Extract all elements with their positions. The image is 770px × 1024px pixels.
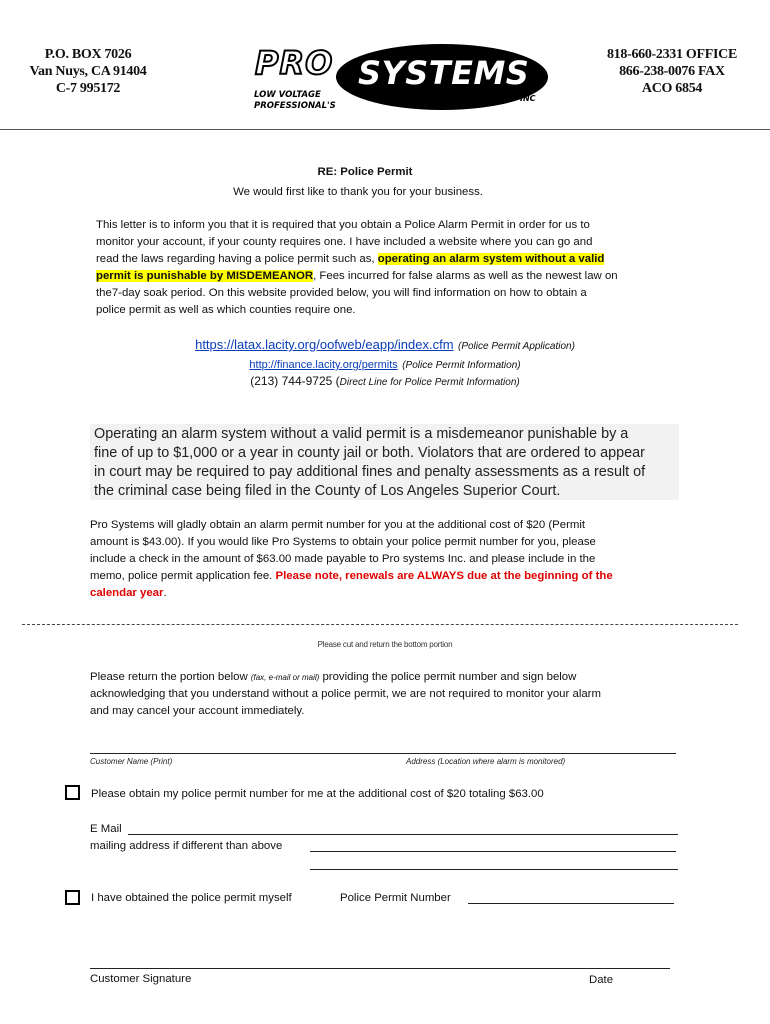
logo-tagline-1: LOW VOLTAGE bbox=[254, 90, 321, 100]
return-line-1-text-b: providing the police permit number and sign below bbox=[319, 671, 577, 683]
misdemeanor-notice bbox=[90, 424, 679, 500]
highlight-warning-2: permit is punishable by MISDEMEANOR bbox=[96, 270, 314, 282]
signature-label: Customer Signature bbox=[90, 973, 192, 985]
permit-info-note: (Police Permit Information) bbox=[402, 360, 521, 371]
mailing-address-field-2[interactable] bbox=[310, 869, 678, 870]
pro-systems-logo bbox=[250, 40, 550, 116]
aco-number: ACO 6854 bbox=[641, 81, 703, 96]
return-line-3: and may cancel your account immediately. bbox=[90, 705, 305, 717]
intro-line-3 bbox=[96, 251, 618, 268]
logo-tagline-2: PROFESSIONAL'S bbox=[254, 101, 336, 111]
email-field[interactable] bbox=[128, 834, 678, 835]
intro-line-4 bbox=[96, 268, 618, 285]
intro-line-2: monitor your account, if your county requires one. I have included a website where you can go and bbox=[96, 236, 593, 248]
logo-systems-text: SYSTEMS bbox=[358, 54, 530, 92]
paragraph-service-offer bbox=[90, 517, 613, 602]
mailing-address-label: mailing address if different than above bbox=[90, 840, 283, 852]
permit-application-note: (Police Permit Application) bbox=[458, 341, 575, 352]
intro-line-3-text: read the laws regarding having a police permit such as, bbox=[96, 253, 378, 265]
intro-line-1: This letter is to inform you that it is required that you obtain a Police Alarm Permit in order for us to bbox=[96, 219, 590, 231]
permit-number-field[interactable] bbox=[468, 903, 674, 904]
intro-line-6: police permit as well as which counties require one. bbox=[96, 304, 356, 316]
return-line-1 bbox=[90, 669, 601, 686]
option-obtain-permit-checkbox[interactable] bbox=[65, 785, 80, 800]
re-line: RE: Police Permit bbox=[317, 166, 413, 178]
logo-inc: INC bbox=[520, 94, 536, 103]
permit-info-link-row bbox=[0, 355, 770, 373]
logo-tagline bbox=[254, 90, 336, 112]
offer-line-1: Pro Systems will gladly obtain an alarm permit number for you at the additional cost of $20 (Permit bbox=[90, 519, 586, 531]
email-label: E Mail bbox=[90, 823, 122, 835]
thanks-line: We would first like to thank you for your business. bbox=[233, 186, 483, 198]
company-address-block bbox=[18, 46, 158, 97]
permit-application-link-row bbox=[0, 336, 770, 354]
permit-application-link[interactable]: https://latax.lacity.org/oofweb/eapp/index.cfm bbox=[195, 337, 454, 352]
permit-number-label: Police Permit Number bbox=[340, 892, 451, 904]
city-state-zip: Van Nuys, CA 91404 bbox=[29, 64, 147, 79]
cut-instruction: Please cut and return the bottom portion bbox=[317, 640, 453, 649]
offer-line-5 bbox=[90, 585, 613, 602]
phone-row bbox=[0, 372, 770, 390]
date-label: Date bbox=[589, 974, 614, 986]
header-divider bbox=[0, 129, 770, 130]
address-label: Address (Location where alarm is monitored) bbox=[406, 757, 566, 766]
office-phone: 818-660-2331 OFFICE bbox=[606, 47, 737, 62]
return-line-2: acknowledging that you understand without a police permit, we are not required to monitor your alarm bbox=[90, 688, 601, 700]
notice-line-1: Operating an alarm system without a valid permit is a misdemeanor punishable by a bbox=[94, 426, 629, 442]
highlight-warning-1: operating an alarm system without a valid bbox=[377, 253, 605, 265]
option-have-permit-label: I have obtained the police permit myself bbox=[91, 892, 292, 904]
return-line-1-text-a: Please return the portion below bbox=[90, 671, 251, 683]
offer-line-2: amount is $43.00). If you would like Pro Systems to obtain your police permit number for you, please bbox=[90, 536, 596, 548]
mailing-address-field[interactable] bbox=[310, 851, 676, 852]
po-box: P.O. BOX 7026 bbox=[44, 47, 132, 62]
name-address-field[interactable] bbox=[90, 753, 676, 754]
paragraph-intro bbox=[96, 217, 618, 319]
offer-line-5-period: . bbox=[163, 587, 167, 599]
intro-line-5: the7-day soak period. On this website provided below, you will find information on how to obtain a bbox=[96, 287, 587, 299]
fax-number: 866-238-0076 FAX bbox=[619, 64, 725, 79]
renewal-notice-end: calendar year bbox=[90, 587, 164, 599]
cut-line bbox=[22, 624, 738, 625]
offer-line-3: include a check in the amount of $63.00 made payable to Pro systems Inc. and please include in the bbox=[90, 553, 596, 565]
notice-line-3: in court may be required to pay additional fines and penalty assessments as a result of bbox=[94, 464, 646, 480]
notice-line-4: the criminal case being filed in the County of Los Angeles Superior Court. bbox=[94, 483, 561, 499]
company-contact-block bbox=[598, 46, 746, 97]
permit-info-link[interactable]: http://finance.lacity.org/permits bbox=[249, 359, 398, 371]
direct-phone: (213) 744-9725 ( bbox=[250, 374, 340, 388]
option-have-permit-checkbox[interactable] bbox=[65, 890, 80, 905]
logo-pro-text: PRO bbox=[255, 44, 334, 82]
renewal-notice: Please note, renewals are ALWAYS due at the beginning of the bbox=[275, 570, 613, 582]
offer-line-4 bbox=[90, 568, 613, 585]
return-instructions bbox=[90, 669, 601, 720]
signature-field[interactable] bbox=[90, 968, 670, 969]
offer-line-4-text: memo, police permit application fee. bbox=[90, 570, 276, 582]
option-obtain-permit-label: Please obtain my police permit number for me at the additional cost of $20 totaling $63.00 bbox=[91, 788, 544, 800]
return-methods: (fax, e-mail or mail) bbox=[250, 673, 320, 682]
notice-line-2: fine of up to $1,000 or a year in county jail or both. Violators that are ordered to appear bbox=[94, 445, 645, 461]
license-number: C-7 995172 bbox=[55, 81, 121, 96]
intro-line-4-text: , Fees incurred for false alarms as well as the newest law on bbox=[313, 270, 618, 282]
customer-name-label: Customer Name (Print) bbox=[90, 757, 173, 766]
direct-phone-note: Direct Line for Police Permit Information) bbox=[339, 377, 520, 388]
